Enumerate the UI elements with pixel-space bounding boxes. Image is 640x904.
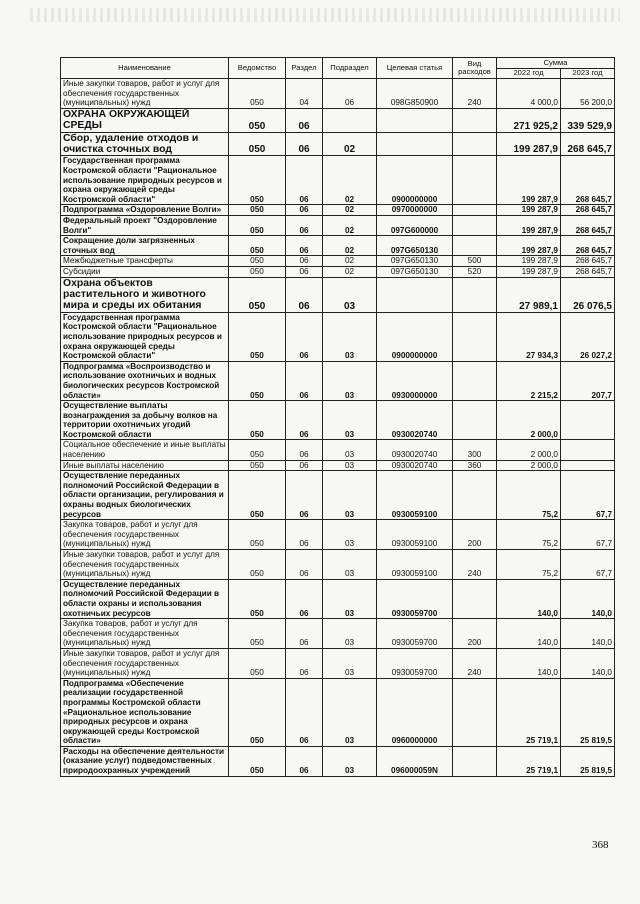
- cell-cel: 0960000000: [377, 678, 453, 746]
- cell-ved: 050: [229, 648, 286, 678]
- table-row: [61, 215, 615, 235]
- cell-razdel: 04: [286, 79, 323, 109]
- cell-s2023: 207,7: [561, 361, 615, 400]
- cell-ved: 050: [229, 236, 286, 256]
- cell-name: Подпрограмма «Оздоровление Волги»: [61, 205, 229, 216]
- cell-pod: 03: [323, 520, 377, 550]
- cell-cel: 0930059700: [377, 619, 453, 649]
- cell-cel: [377, 277, 453, 312]
- table-row: [61, 312, 615, 361]
- cell-vid: 200: [453, 520, 497, 550]
- cell-s2023: 268 645,7: [561, 215, 615, 235]
- cell-name: Осуществление переданных полномочий Российской Федерации в области организации, регулирования и охраны водных биологических ресурсов: [61, 471, 229, 520]
- cell-razdel: 06: [286, 277, 323, 312]
- col-header-2022: 2022 год: [497, 69, 561, 79]
- cell-s2022: 271 925,2: [497, 108, 561, 132]
- cell-vid: [453, 277, 497, 312]
- table-row: [61, 678, 615, 746]
- cell-ved: 050: [229, 156, 286, 205]
- cell-s2023: 268 645,7: [561, 266, 615, 277]
- cell-cel: 0930000000: [377, 361, 453, 400]
- cell-vid: 200: [453, 619, 497, 649]
- table-row: [61, 132, 615, 156]
- cell-cel: 0930059700: [377, 648, 453, 678]
- cell-pod: 02: [323, 236, 377, 256]
- table-row: [61, 361, 615, 400]
- cell-vid: [453, 678, 497, 746]
- cell-pod: 02: [323, 266, 377, 277]
- cell-name: Государственная программа Костромской области "Рациональное использование природных ресурсов и охрана окружающей среды Костромской области": [61, 156, 229, 205]
- cell-razdel: 06: [286, 312, 323, 361]
- cell-s2022: 199 287,9: [497, 215, 561, 235]
- cell-pod: 03: [323, 312, 377, 361]
- cell-vid: [453, 579, 497, 618]
- cell-cel: 098G850900: [377, 79, 453, 109]
- cell-name: Межбюджетные трансферты: [61, 256, 229, 267]
- cell-pod: 02: [323, 256, 377, 267]
- cell-ved: 050: [229, 132, 286, 156]
- cell-s2023: 26 027,2: [561, 312, 615, 361]
- cell-vid: 240: [453, 550, 497, 580]
- cell-s2023: 140,0: [561, 648, 615, 678]
- cell-razdel: 06: [286, 205, 323, 216]
- cell-s2022: 140,0: [497, 648, 561, 678]
- cell-cel: 096000059N: [377, 746, 453, 776]
- cell-s2022: 75,2: [497, 520, 561, 550]
- cell-s2022: 27 989,1: [497, 277, 561, 312]
- cell-s2023: 26 076,5: [561, 277, 615, 312]
- cell-s2022: 27 934,3: [497, 312, 561, 361]
- cell-vid: [453, 215, 497, 235]
- cell-name: Сбор, удаление отходов и очистка сточных вод: [61, 132, 229, 156]
- cell-vid: [453, 401, 497, 440]
- cell-s2023: 268 645,7: [561, 156, 615, 205]
- cell-name: Осуществление выплаты вознаграждения за добычу волков на территории охотничьих угодий Костромской области: [61, 401, 229, 440]
- table-row: [61, 619, 615, 649]
- cell-s2022: 2 000,0: [497, 460, 561, 471]
- cell-cel: 097G600000: [377, 215, 453, 235]
- cell-vid: [453, 746, 497, 776]
- cell-ved: 050: [229, 520, 286, 550]
- cell-name: Иные закупки товаров, работ и услуг для обеспечения государственных (муниципальных) нужд: [61, 79, 229, 109]
- cell-name: Иные закупки товаров, работ и услуг для обеспечения государственных (муниципальных) нужд: [61, 550, 229, 580]
- cell-vid: 300: [453, 440, 497, 460]
- cell-name: Сокращение доли загрязненных сточных вод: [61, 236, 229, 256]
- cell-s2023: 25 819,5: [561, 678, 615, 746]
- cell-razdel: 06: [286, 520, 323, 550]
- cell-ved: 050: [229, 471, 286, 520]
- cell-ved: 050: [229, 440, 286, 460]
- col-header-podrazdel: Подраздел: [323, 58, 377, 79]
- cell-pod: 03: [323, 550, 377, 580]
- cell-cel: 097G650130: [377, 266, 453, 277]
- table-row: [61, 520, 615, 550]
- cell-ved: 050: [229, 460, 286, 471]
- cell-ved: 050: [229, 401, 286, 440]
- cell-cel: 0900000000: [377, 312, 453, 361]
- table-row: [61, 746, 615, 776]
- table-row: [61, 648, 615, 678]
- cell-s2022: 140,0: [497, 579, 561, 618]
- cell-cel: 0930020740: [377, 440, 453, 460]
- table-header: [61, 58, 615, 79]
- cell-name: Федеральный проект "Оздоровление Волги": [61, 215, 229, 235]
- cell-ved: 050: [229, 277, 286, 312]
- cell-s2023: 67,7: [561, 550, 615, 580]
- cell-cel: 0930020740: [377, 460, 453, 471]
- cell-razdel: 06: [286, 471, 323, 520]
- cell-cel: [377, 108, 453, 132]
- table-row: [61, 579, 615, 618]
- cell-pod: 03: [323, 579, 377, 618]
- cell-vid: [453, 205, 497, 216]
- cell-ved: 050: [229, 79, 286, 109]
- table-row: [61, 205, 615, 216]
- cell-razdel: 06: [286, 215, 323, 235]
- cell-name: Иные закупки товаров, работ и услуг для обеспечения государственных (муниципальных) нужд: [61, 648, 229, 678]
- cell-s2023: [561, 440, 615, 460]
- cell-s2023: 268 645,7: [561, 256, 615, 267]
- cell-ved: 050: [229, 312, 286, 361]
- cell-ved: 050: [229, 205, 286, 216]
- cell-ved: 050: [229, 619, 286, 649]
- cell-s2023: 268 645,7: [561, 236, 615, 256]
- cell-vid: 240: [453, 648, 497, 678]
- cell-vid: 520: [453, 266, 497, 277]
- cell-ved: 050: [229, 678, 286, 746]
- cell-s2022: 75,2: [497, 550, 561, 580]
- cell-s2023: 268 645,7: [561, 132, 615, 156]
- cell-s2022: 199 287,9: [497, 266, 561, 277]
- table-row: [61, 401, 615, 440]
- cell-name: Охрана объектов растительного и животного мира и среды их обитания: [61, 277, 229, 312]
- cell-ved: 050: [229, 579, 286, 618]
- cell-name: Иные выплаты населению: [61, 460, 229, 471]
- cell-razdel: 06: [286, 678, 323, 746]
- cell-razdel: 06: [286, 266, 323, 277]
- cell-cel: [377, 132, 453, 156]
- cell-vid: 240: [453, 79, 497, 109]
- cell-pod: 03: [323, 277, 377, 312]
- cell-pod: 03: [323, 648, 377, 678]
- cell-razdel: 06: [286, 440, 323, 460]
- cell-pod: 03: [323, 471, 377, 520]
- cell-s2023: 140,0: [561, 579, 615, 618]
- cell-ved: 050: [229, 256, 286, 267]
- cell-s2023: 67,7: [561, 471, 615, 520]
- cell-vid: [453, 236, 497, 256]
- cell-cel: 0930059100: [377, 550, 453, 580]
- col-header-name: Наименование: [61, 58, 229, 79]
- cell-s2023: 67,7: [561, 520, 615, 550]
- cell-vid: [453, 361, 497, 400]
- col-header-vid: Вид расходов: [453, 58, 497, 79]
- col-header-vedomstvo: Ведомство: [229, 58, 286, 79]
- cell-name: Подпрограмма «Воспроизводство и использование охотничьих и водных биологических ресурсов Костромской области»: [61, 361, 229, 400]
- cell-pod: 03: [323, 440, 377, 460]
- table-row: [61, 550, 615, 580]
- table-row: [61, 108, 615, 132]
- cell-name: Осуществление переданных полномочий Российской Федерации в области охраны и использования охотничьих ресурсов: [61, 579, 229, 618]
- cell-pod: 03: [323, 401, 377, 440]
- cell-name: Социальное обеспечение и иные выплаты населению: [61, 440, 229, 460]
- cell-name: Субсидии: [61, 266, 229, 277]
- cell-ved: 050: [229, 746, 286, 776]
- cell-razdel: 06: [286, 460, 323, 471]
- cell-ved: 050: [229, 266, 286, 277]
- cell-razdel: 06: [286, 579, 323, 618]
- cell-cel: 0930059700: [377, 579, 453, 618]
- cell-s2022: 199 287,9: [497, 132, 561, 156]
- cell-s2022: 4 000,0: [497, 79, 561, 109]
- cell-ved: 050: [229, 215, 286, 235]
- cell-razdel: 06: [286, 132, 323, 156]
- cell-cel: 097G650130: [377, 256, 453, 267]
- cell-pod: 02: [323, 132, 377, 156]
- cell-razdel: 06: [286, 746, 323, 776]
- cell-vid: [453, 108, 497, 132]
- cell-s2023: 140,0: [561, 619, 615, 649]
- table-row: [61, 79, 615, 109]
- cell-s2023: 268 645,7: [561, 205, 615, 216]
- cell-pod: 03: [323, 619, 377, 649]
- cell-vid: [453, 132, 497, 156]
- cell-name: Расходы на обеспечение деятельности (оказание услуг) подведомственных природоохранных учреждений: [61, 746, 229, 776]
- cell-pod: [323, 108, 377, 132]
- cell-pod: 02: [323, 205, 377, 216]
- cell-razdel: 06: [286, 361, 323, 400]
- cell-vid: [453, 471, 497, 520]
- table-row: [61, 277, 615, 312]
- cell-s2023: [561, 460, 615, 471]
- scan-noise: [30, 8, 620, 22]
- cell-cel: 0970000000: [377, 205, 453, 216]
- cell-name: Закупка товаров, работ и услуг для обеспечения государственных (муниципальных) нужд: [61, 619, 229, 649]
- cell-pod: 03: [323, 678, 377, 746]
- cell-vid: [453, 312, 497, 361]
- cell-ved: 050: [229, 550, 286, 580]
- cell-s2022: 25 719,1: [497, 678, 561, 746]
- cell-razdel: 06: [286, 619, 323, 649]
- cell-razdel: 06: [286, 108, 323, 132]
- cell-pod: 03: [323, 746, 377, 776]
- page-number: 368: [592, 839, 609, 851]
- table-row: [61, 266, 615, 277]
- cell-s2022: 199 287,9: [497, 256, 561, 267]
- cell-name: ОХРАНА ОКРУЖАЮЩЕЙ СРЕДЫ: [61, 108, 229, 132]
- cell-vid: 500: [453, 256, 497, 267]
- cell-name: Закупка товаров, работ и услуг для обеспечения государственных (муниципальных) нужд: [61, 520, 229, 550]
- col-header-2023: 2023 год: [561, 69, 615, 79]
- cell-s2023: 25 819,5: [561, 746, 615, 776]
- cell-razdel: 06: [286, 156, 323, 205]
- col-header-razdel: Раздел: [286, 58, 323, 79]
- table-row: [61, 460, 615, 471]
- cell-cel: 097G650130: [377, 236, 453, 256]
- cell-s2022: 140,0: [497, 619, 561, 649]
- table-row: [61, 471, 615, 520]
- cell-s2022: 199 287,9: [497, 156, 561, 205]
- cell-ved: 050: [229, 108, 286, 132]
- cell-cel: 0930020740: [377, 401, 453, 440]
- cell-s2022: 199 287,9: [497, 236, 561, 256]
- cell-name: Государственная программа Костромской области "Рациональное использование природных ресурсов и охрана окружающей среды Костромской области": [61, 312, 229, 361]
- table-row: [61, 156, 615, 205]
- col-header-celevaya: Целевая статья: [377, 58, 453, 79]
- cell-name: Подпрограмма «Обеспечение реализации государственной программы Костромской области «Рациональное использование природных ресурсов и охрана окружающей среды Костромской области»: [61, 678, 229, 746]
- cell-s2023: [561, 401, 615, 440]
- table-row: [61, 256, 615, 267]
- budget-table: [60, 57, 615, 777]
- cell-razdel: 06: [286, 256, 323, 267]
- cell-razdel: 06: [286, 550, 323, 580]
- cell-pod: 02: [323, 156, 377, 205]
- cell-s2022: 2 215,2: [497, 361, 561, 400]
- cell-s2022: 2 000,0: [497, 401, 561, 440]
- table-body: [61, 79, 615, 777]
- col-header-summa: Сумма: [497, 58, 615, 69]
- cell-vid: [453, 156, 497, 205]
- cell-pod: 03: [323, 460, 377, 471]
- cell-s2023: 339 529,9: [561, 108, 615, 132]
- cell-razdel: 06: [286, 648, 323, 678]
- cell-s2022: 25 719,1: [497, 746, 561, 776]
- cell-cel: 0930059100: [377, 520, 453, 550]
- cell-razdel: 06: [286, 236, 323, 256]
- cell-s2023: 56 200,0: [561, 79, 615, 109]
- cell-razdel: 06: [286, 401, 323, 440]
- cell-pod: 06: [323, 79, 377, 109]
- cell-s2022: 199 287,9: [497, 205, 561, 216]
- cell-vid: 360: [453, 460, 497, 471]
- cell-pod: 03: [323, 361, 377, 400]
- cell-cel: 0930059100: [377, 471, 453, 520]
- table-row: [61, 236, 615, 256]
- cell-ved: 050: [229, 361, 286, 400]
- cell-cel: 0900000000: [377, 156, 453, 205]
- cell-pod: 02: [323, 215, 377, 235]
- cell-s2022: 75,2: [497, 471, 561, 520]
- table-row: [61, 440, 615, 460]
- cell-s2022: 2 000,0: [497, 440, 561, 460]
